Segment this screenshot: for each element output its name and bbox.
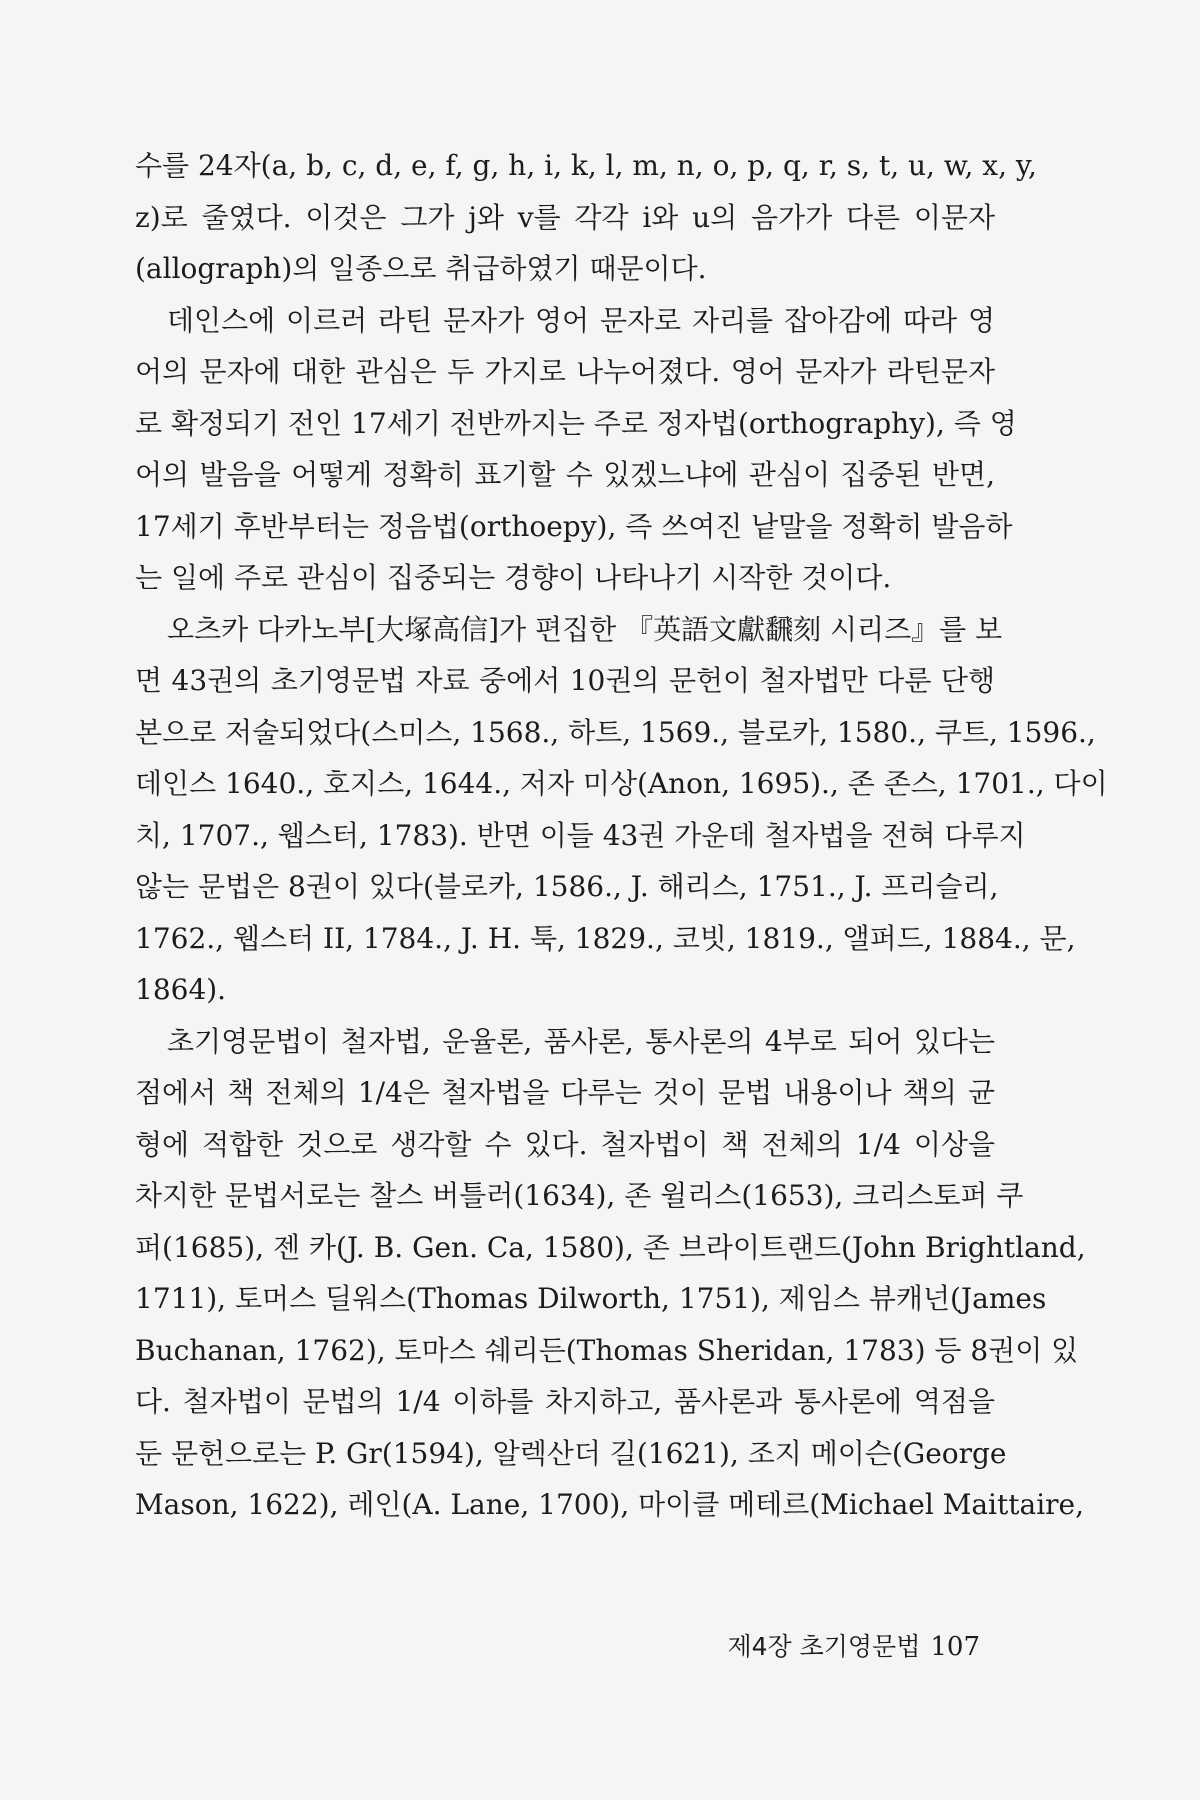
text-line: 1864).	[135, 973, 227, 1006]
text-line: 둔 문헌으로는 P. Gr(1594), 알렉산더 길(1621), 조지 메이슨(George	[135, 1436, 1007, 1470]
text-line: 치, 1707., 웹스터, 1783). 반면 이들 43권 가운데 철자법을 전혀 다루지	[135, 818, 1026, 852]
text-line: 어의 발음을 어떻게 정확히 표기할 수 있겠느냐에 관심이 집중된 반면,	[135, 458, 995, 491]
paragraph	[135, 604, 1108, 1016]
text-line: 본으로 저술되었다(스미스, 1568., 하트, 1569., 블로카, 1580., 쿠트, 1596.,	[135, 715, 1096, 749]
page-footer	[720, 1627, 980, 1663]
text-line: z)로 줄였다. 이것은 그가 j와 v를 각각 i와 u의 음가가 다른 이문자	[135, 200, 995, 234]
text-line: 데인스에 이르러 라틴 문자가 영어 문자로 자리를 잡아감에 따라 영	[167, 303, 995, 337]
chapter-title: 제4장 초기영문법	[727, 1632, 921, 1661]
page-number: 107	[930, 1632, 980, 1662]
text-line: 면 43권의 초기영문법 자료 중에서 10권의 문헌이 철자법만 다룬 단행	[135, 664, 995, 697]
text-line: 로 확정되기 전인 17세기 전반까지는 주로 정자법(orthography), 즉 영	[135, 406, 1017, 440]
paragraph	[135, 1016, 1086, 1531]
text-line: 초기영문법이 철자법, 운율론, 품사론, 통사론의 4부로 되어 있다는	[167, 1024, 995, 1058]
text-line: 어의 문자에 대한 관심은 두 가지로 나누어졌다. 영어 문자가 라틴문자	[135, 355, 995, 388]
text-line: 1762., 웹스터 II, 1784., J. H. 툭, 1829., 코빗, 1819., 앨퍼드, 1884., 문,	[135, 921, 1076, 955]
text-line: 형에 적합한 것으로 생각할 수 있다. 철자법이 책 전체의 1/4 이상을	[135, 1127, 995, 1161]
text-line: Mason, 1622), 레인(A. Lane, 1700), 마이클 메테르(Michael Maittaire,	[135, 1488, 1085, 1521]
text-line: 다. 철자법이 문법의 1/4 이하를 차지하고, 품사론과 통사론에 역점을	[135, 1385, 995, 1418]
text-line: 1711), 토머스 딜워스(Thomas Dilworth, 1751), 제임스 뷰캐넌(James	[135, 1282, 1047, 1315]
text-line: (allograph)의 일종으로 취급하였기 때문이다.	[135, 252, 707, 285]
text-line: 데인스 1640., 호지스, 1644., 저자 미상(Anon, 1695)., 존 존스, 1701., 다이	[135, 767, 1108, 800]
text-line: 퍼(1685), 젠 카(J. B. Gen. Ca, 1580), 존 브라이트랜드(John Brightland,	[135, 1230, 1086, 1264]
text-line: 수를 24자(a, b, c, d, e, f, g, h, i, k, l, m, n, o, p, q, r, s, t, u, w, x, y,	[135, 149, 1037, 182]
text-line: 오츠카 다카노부[大塚高信]가 편집한 『英語文獻飜刻 시리즈』를 보	[167, 612, 1003, 646]
text-line: 차지한 문법서로는 찰스 버틀러(1634), 존 윌리스(1653), 크리스토퍼 쿠	[135, 1179, 1024, 1212]
paragraph	[135, 140, 1037, 295]
body-text	[135, 140, 1108, 1531]
text-line: Buchanan, 1762), 토마스 쉐리든(Thomas Sheridan, 1783) 등 8권이 있	[135, 1333, 1079, 1367]
text-line: 17세기 후반부터는 정음법(orthoepy), 즉 쓰여진 낱말을 정확히 발음하	[135, 509, 1013, 543]
text-line: 점에서 책 전체의 1/4은 철자법을 다루는 것이 문법 내용이나 책의 균	[135, 1076, 995, 1109]
paragraph	[135, 295, 1017, 604]
text-line: 는 일에 주로 관심이 집중되는 경향이 나타나기 시작한 것이다.	[135, 561, 892, 594]
text-line: 않는 문법은 8권이 있다(블로카, 1586., J. 해리스, 1751., J. 프리슬리,	[135, 870, 999, 903]
